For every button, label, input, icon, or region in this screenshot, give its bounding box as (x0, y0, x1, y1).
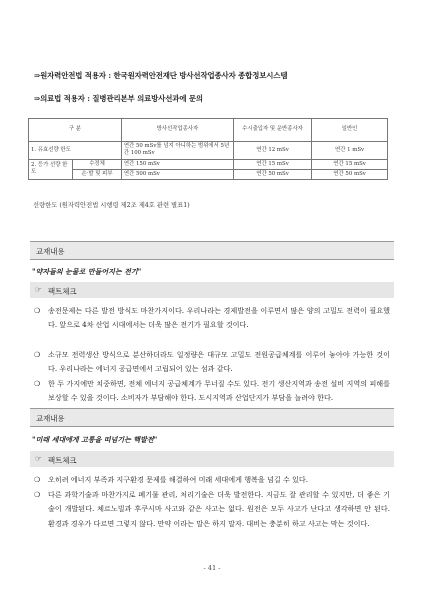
cell-public-skin: 연간 50 mSv (312, 169, 388, 179)
table-caption: 선량한도 (원자력안전법 시행령 제2조 제4호 관련 별표1) (33, 202, 190, 209)
cell-visitor-lens: 연간 15 mSv (233, 159, 311, 169)
fact-check-label: 팩트체크 (48, 455, 77, 465)
cell-worker-skin: 연간 500 mSv (121, 169, 233, 179)
section-header-textbook-content (30, 241, 394, 260)
table-header-visitor: 수시출입자 및 운반종사자 (233, 119, 311, 142)
cell-public-lens: 연간 15 mSv (312, 159, 388, 169)
table-header-row (29, 119, 388, 142)
row-label-equivalent-dose: 2. 등가 선량 한도 (29, 159, 73, 180)
list-item-text: 오히려 에너지 부족과 지구환경 문제를 해결하여 미래 세대에게 행복을 넘길 수 있다. (48, 475, 309, 484)
cell-public-effective: 연간 1 mSv (312, 142, 388, 160)
section-header-label: 교재내용 (36, 247, 65, 256)
fact-check-bar (30, 282, 394, 298)
law-line-nuclear-safety-act: ⇒원자력안전법 적용자 : 한국원자력안전재단 방사선작업종사자 종합정보시스템 (34, 71, 288, 80)
section-header-label: 교재내용 (36, 414, 65, 423)
table-row (29, 142, 388, 160)
circle-bullet-icon: ❍ (34, 379, 41, 388)
cell-visitor-effective: 연간 12 mSv (233, 142, 311, 160)
list-item (34, 488, 390, 531)
cell-organ-lens: 수정체 (73, 159, 122, 169)
circle-bullet-icon: ❍ (34, 306, 41, 315)
row-label-effective-dose: 1. 유효선량 한도 (29, 142, 122, 160)
textbook-quote: "미래 세대에게 고통을 떠넘기는 핵발전" (32, 435, 158, 444)
section-header-textbook-content (30, 408, 394, 427)
fact-check-bar (30, 451, 394, 467)
list-item-text: 송전문제는 다른 발전 방식도 마찬가지이다. 우리나라는 경제발전을 이루면서 많은 양의 고밀도 전력이 필요했다. 앞으로 4차 산업 시대에서는 더욱 많은 전기가 필요할 것이다. (48, 306, 390, 330)
list-item (34, 348, 390, 377)
table-row (29, 159, 388, 169)
fact-check-label: 팩트체크 (48, 286, 77, 296)
arrow-right-icon: ☞ (35, 285, 42, 294)
textbook-quote: "약자들의 눈물로 만들어지는 전기" (32, 267, 142, 276)
arrow-right-icon: ☞ (35, 454, 42, 463)
circle-bullet-icon: ❍ (34, 475, 41, 484)
cell-worker-effective: 연간 50 mSv를 넘지 아니하는 범위에서 5년간 100 mSv (121, 142, 233, 160)
list-item-text: 다른 과학기술과 마찬가지로 폐기물 관리, 처리기술은 더욱 발전한다. 지금도 잘 관리할 수 있지만, 더 좋은 기술이 개발된다. 체르노빌과 후쿠시마 사고와 같은 사고는 없다. 원전은 모두 사고가 난다고 생각하면 안 된다. 환경과 경우가 다르면 그렇지 않다. 만약 이라는 말은 하지 말자. 대비는 충분히 하고 사고는 막는 것이다. (48, 490, 390, 528)
table-header-category: 구 분 (29, 119, 122, 142)
page-number: - 41 - (203, 564, 221, 572)
circle-bullet-icon: ❍ (34, 350, 41, 359)
law-line-medical-act: ⇒의료법 적용자 : 질병관리본부 의료방사선과에 문의 (34, 94, 203, 103)
cell-organ-skin: 손·발 및 피부 (73, 169, 122, 179)
list-item (34, 473, 390, 487)
table-header-public: 일반인 (312, 119, 388, 142)
list-item (34, 304, 390, 333)
circle-bullet-icon: ❍ (34, 490, 41, 499)
cell-worker-lens: 연간 150 mSv (121, 159, 233, 169)
table-row (29, 169, 388, 179)
list-item-text: 소규모 전력생산 방식으로 분산하더라도 일정량은 대규모 고밀도 전원공급체계를 이루어 놓아야 가능한 것이다. 우리나라는 에너지 공급면에서 고립되어 있는 섬과 같다. (48, 350, 390, 374)
list-item-text: 한 두 가지에만 치중하면, 전체 에너지 공급체계가 무너질 수도 있다. 전기 생산지역과 송전 설비 지역의 피해를 보상할 수 있을 것이다. 소비자가 부담해야 한다. 도시지역과 산업단지가 부담을 늘려야 한다. (48, 379, 390, 403)
dose-limit-table (28, 118, 388, 180)
list-item (34, 377, 390, 406)
table-header-worker: 방사선작업종사자 (121, 119, 233, 142)
cell-visitor-skin: 연간 50 mSv (233, 169, 311, 179)
